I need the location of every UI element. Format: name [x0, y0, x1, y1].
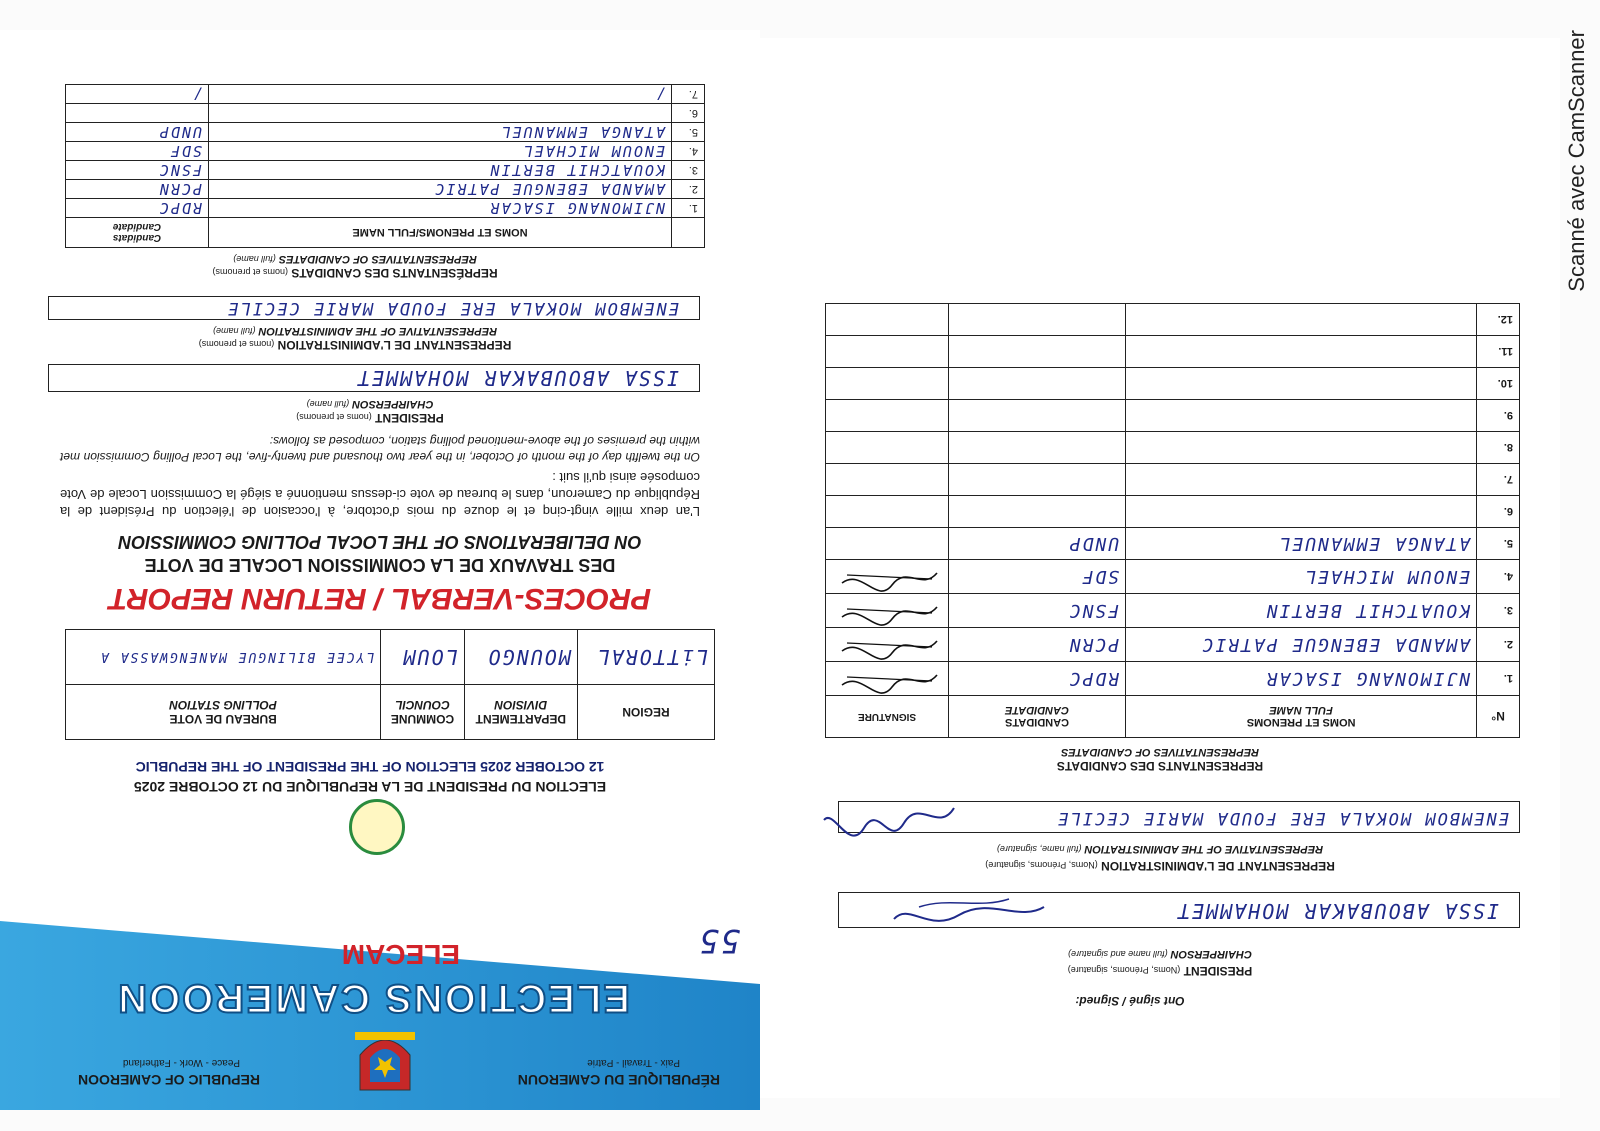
region-header: REGION	[577, 685, 714, 740]
candidats-label: Candidats	[112, 232, 162, 244]
table-row	[826, 336, 1520, 368]
admin-en-sub: (full name)	[212, 326, 256, 336]
left-candidates-table	[65, 84, 705, 248]
report-sub-fr: DES TRAVAUX DE LA COMMISSION LOCALE DE VOTE	[144, 555, 616, 575]
r-noms-label: NOMS ET PRENOMS	[1246, 716, 1356, 729]
table-row	[826, 400, 1520, 432]
cand-sub: (noms et prenoms)	[212, 267, 288, 277]
president-sub: (noms et prenoms)	[296, 412, 372, 422]
admin-sub: (noms et prenoms)	[198, 339, 275, 349]
table-row	[826, 594, 1520, 628]
r-admin-text: REPRESENTANT DE L'ADMINISTRATION	[1101, 859, 1335, 873]
r-president-sub: (Noms, Prénoms, signature)	[1067, 965, 1181, 975]
president-text: PRESIDENT	[375, 411, 444, 425]
r-cand-label: REPRESENTANTS DES CANDIDATS	[1056, 759, 1264, 773]
r-chairperson-text: CHAIRPERSON	[1170, 948, 1252, 960]
council-label: COUNCIL	[395, 698, 450, 712]
r-admin-label-en	[930, 843, 1390, 855]
table-row	[826, 496, 1520, 528]
r-row-number: 6.	[1477, 496, 1520, 528]
r-president-name: ISSA ABOUBAKAR MOHAMMET	[1176, 899, 1499, 923]
scanner-watermark: Scanné avec CamScanner	[1564, 30, 1589, 292]
r-row-signature	[826, 528, 949, 560]
row-number: 2.	[672, 180, 705, 199]
department-label: DEPARTEMENT	[475, 712, 567, 726]
r-row-name	[1126, 336, 1477, 368]
r-row-name: AMANDA EBENGUE PATRIC	[1126, 628, 1477, 662]
motto-en: Peace - Work - Fatherland	[122, 1057, 240, 1068]
r-row-party	[949, 432, 1126, 464]
country-en: REPUBLIC OF CAMEROON	[78, 1072, 260, 1088]
admin-signature-icon	[819, 794, 959, 838]
row-name: ENOUM MICHAEL	[209, 142, 672, 161]
row-number: 3.	[672, 161, 705, 180]
chairperson-label	[270, 398, 470, 410]
report-title: PROCES-VERBAL / RETURN REPORT	[108, 582, 652, 615]
r-row-name: ENOUM MICHAEL	[1126, 560, 1477, 594]
row-name: KOUATCHIT BERTIN	[209, 161, 672, 180]
country-fr: RÉPUBLIQUE DU CAMEROUN	[517, 1072, 720, 1088]
r-num-header: N°	[1477, 696, 1520, 738]
r-row-number: 8.	[1477, 432, 1520, 464]
row-party: PCRN	[66, 180, 209, 199]
r-row-signature	[826, 400, 949, 432]
motto-fr: Paix - Travail - Patrie	[587, 1057, 680, 1068]
r-row-number: 9.	[1477, 400, 1520, 432]
r-row-party	[949, 336, 1126, 368]
r-row-number: 3.	[1477, 594, 1520, 628]
r-row-name	[1126, 496, 1477, 528]
cand-en-text: REPRESENTATIVES OF CANDIDATES	[278, 253, 477, 265]
table-row	[66, 123, 705, 142]
r-row-party	[949, 368, 1126, 400]
r-row-name	[1126, 368, 1477, 400]
r-admin-en-text: REPRESENTATIVE OF THE ADMINISTRATION	[1084, 843, 1324, 855]
table-row	[66, 85, 705, 104]
r-row-number: 7.	[1477, 464, 1520, 496]
r-row-signature	[826, 628, 949, 662]
bureau-header	[66, 685, 381, 740]
r-row-number: 5.	[1477, 528, 1520, 560]
table-row	[66, 180, 705, 199]
row-name: ATANGA EMMANUEL	[209, 123, 672, 142]
row-party: UNDP	[66, 123, 209, 142]
r-row-name	[1126, 432, 1477, 464]
r-row-number: 12.	[1477, 304, 1520, 336]
row-number: 4.	[672, 142, 705, 161]
admin-text: REPRESENTANT DE L'ADMINISTRATION	[277, 338, 512, 352]
cand-en-sub: (full name)	[233, 254, 276, 264]
r-row-signature	[826, 432, 949, 464]
right-candidates-table	[825, 303, 1520, 738]
r-row-party: SDF	[949, 560, 1126, 594]
commune-value: LOUM	[381, 630, 464, 685]
region-value: LiTTORAL	[577, 630, 714, 685]
department-header	[464, 685, 577, 740]
r-admin-name: ENEMBOM MOKALA ERE FOUDA MARIE CECILE	[1056, 808, 1509, 828]
table-row	[66, 104, 705, 123]
department-value: MOUNGO	[464, 630, 577, 685]
left-page	[0, 30, 760, 1110]
r-row-signature	[826, 594, 949, 628]
candidate-header	[66, 218, 209, 248]
r-row-party: FSNC	[949, 594, 1126, 628]
r-president-label	[980, 964, 1340, 978]
candidate-label: Candidate	[112, 221, 162, 233]
row-number: 7.	[672, 85, 705, 104]
page-number: 55	[697, 922, 740, 960]
r-row-signature	[826, 662, 949, 696]
row-name: /	[209, 85, 672, 104]
banner-title: ELECTIONS CAMEROON	[116, 976, 630, 1020]
r-row-party: PCRN	[949, 628, 1126, 662]
r-fullname-label: FULL NAME	[1269, 704, 1333, 717]
candidate-signature-icon	[832, 597, 942, 627]
paragraph-en: On the twelfth day of the month of October, in the year two thousand and twenty-five, the Local Polling Commission met within the premises of the above-mentioned polling station, composed as follows:	[60, 434, 700, 464]
row-party	[66, 104, 209, 123]
r-row-name: ATANGA EMMANUEL	[1126, 528, 1477, 560]
r-admin-name-box	[838, 801, 1520, 833]
president-label	[270, 411, 470, 425]
report-sub-en: ON DELIBERATIONS OF THE LOCAL POLLING COMMISSION	[118, 532, 642, 552]
r-row-signature	[826, 368, 949, 400]
table-row	[826, 560, 1520, 594]
r-row-number: 4.	[1477, 560, 1520, 594]
row-name: NJIMONANG ISACAR	[209, 199, 672, 218]
admin-label	[130, 338, 580, 352]
r-admin-sub: (Noms, Prénoms, signature)	[985, 860, 1098, 870]
table-row	[826, 304, 1520, 336]
commune-header	[381, 685, 464, 740]
r-candidats-label: CANDIDATS	[1005, 716, 1070, 729]
r-candidate-label: CANDIDATE	[1005, 704, 1070, 717]
r-admin-label	[930, 859, 1390, 873]
r-president-text: PRESIDENT	[1183, 964, 1253, 978]
candidate-signature-icon	[832, 563, 942, 593]
polling-station-label: POLLING STATION	[169, 698, 277, 712]
banner-sub: ELECAM	[341, 939, 460, 970]
elecam-logo-icon	[349, 799, 405, 855]
r-name-header	[1126, 696, 1477, 738]
candidate-signature-icon	[832, 665, 942, 695]
r-chairperson-label	[980, 948, 1340, 960]
row-number: 6.	[672, 104, 705, 123]
r-row-name	[1126, 304, 1477, 336]
bureau-label: BUREAU DE VOTE	[169, 712, 277, 726]
president-signature-icon	[889, 893, 1049, 927]
r-row-party	[949, 496, 1126, 528]
table-row	[826, 432, 1520, 464]
paragraph-fr: L'an deux mille vingt-cinq et le douze du mois d'octobre, à l'occasion de l'élection du Président de la République du Cameroun, dans le bureau de vote ci-dessus mentionné a siégé la Commission Locale de Vote composée ainsi qu'il suit :	[60, 470, 700, 519]
row-party: SDF	[66, 142, 209, 161]
r-row-party	[949, 464, 1126, 496]
division-label: DIVISION	[494, 698, 548, 712]
election-title-en: 12 OCTOBER 2025 ELECTION OF THE PRESIDENT OF THE REPUBLIC	[135, 759, 605, 775]
admin-en-text: REPRESENTATIVE OF THE ADMINISTRATION	[258, 325, 498, 337]
r-row-name	[1126, 400, 1477, 432]
admin-label-en	[130, 325, 580, 337]
r-cand-label-en: REPRESENTATIVES OF CANDIDATES	[1060, 746, 1260, 758]
r-admin-en-sub: (full name, signature)	[996, 844, 1082, 854]
r-row-party	[949, 400, 1126, 432]
polling-station-value: LYCEE BILINGUE MANENGWASSA A	[66, 630, 381, 685]
row-name: AMANDA EBENGUE PATRIC	[209, 180, 672, 199]
r-row-number: 1.	[1477, 662, 1520, 696]
table-row	[66, 161, 705, 180]
row-party: /	[66, 85, 209, 104]
r-row-number: 10.	[1477, 368, 1520, 400]
r-row-number: 11.	[1477, 336, 1520, 368]
banner	[0, 860, 760, 1110]
right-page	[760, 38, 1560, 1098]
location-table	[65, 629, 715, 740]
r-row-name: NJIMONANG ISACAR	[1126, 662, 1477, 696]
r-president-name-box	[838, 892, 1520, 928]
r-chairperson-sub: (full name and signature)	[1068, 949, 1168, 959]
admin-name-box: ENEMBOM MOKALA ERE FOUDA MARIE CECILE	[48, 296, 700, 320]
num-header	[672, 218, 705, 248]
r-signature-header: SIGNATURE	[826, 696, 949, 738]
row-name	[209, 104, 672, 123]
president-name-box: ISSA ABOUBAKAR MOHAMMET	[48, 364, 700, 392]
table-row	[826, 464, 1520, 496]
r-row-signature	[826, 336, 949, 368]
chairperson-sub: (full name)	[306, 399, 350, 409]
r-row-signature	[826, 464, 949, 496]
r-row-signature	[826, 560, 949, 594]
r-row-signature	[826, 304, 949, 336]
fullname-header: NOMS ET PRENOMS/FULL NAME	[209, 218, 672, 248]
row-number: 5.	[672, 123, 705, 142]
election-title-fr: ELECTION DU PRESIDENT DE LA REPUBLIQUE DU 12 OCTOBRE 2025	[133, 779, 607, 795]
table-row	[826, 662, 1520, 696]
table-row	[826, 528, 1520, 560]
cand-label	[130, 266, 580, 280]
signed-label: Ont signé / Signed:	[1075, 994, 1185, 1008]
r-row-name: KOUATCHIT BERTIN	[1126, 594, 1477, 628]
row-party: FSNC	[66, 161, 209, 180]
row-party: RDPC	[66, 199, 209, 218]
r-row-number: 2.	[1477, 628, 1520, 662]
table-row	[826, 368, 1520, 400]
chairperson-text: CHAIRPERSON	[352, 398, 434, 410]
r-row-signature	[826, 496, 949, 528]
row-number: 1.	[672, 199, 705, 218]
candidate-signature-icon	[832, 631, 942, 661]
commune-label: COMMUNE	[390, 712, 455, 726]
r-row-name	[1126, 464, 1477, 496]
r-row-party: RDPC	[949, 662, 1126, 696]
r-candidate-header	[949, 696, 1126, 738]
r-row-party: UNDP	[949, 528, 1126, 560]
cand-label-en	[130, 253, 580, 265]
cand-text: REPRÉSENTANTS DES CANDIDATS	[291, 266, 498, 280]
coat-of-arms-icon	[350, 1020, 420, 1100]
table-row	[66, 142, 705, 161]
table-row	[66, 199, 705, 218]
table-row	[826, 628, 1520, 662]
r-row-party	[949, 304, 1126, 336]
